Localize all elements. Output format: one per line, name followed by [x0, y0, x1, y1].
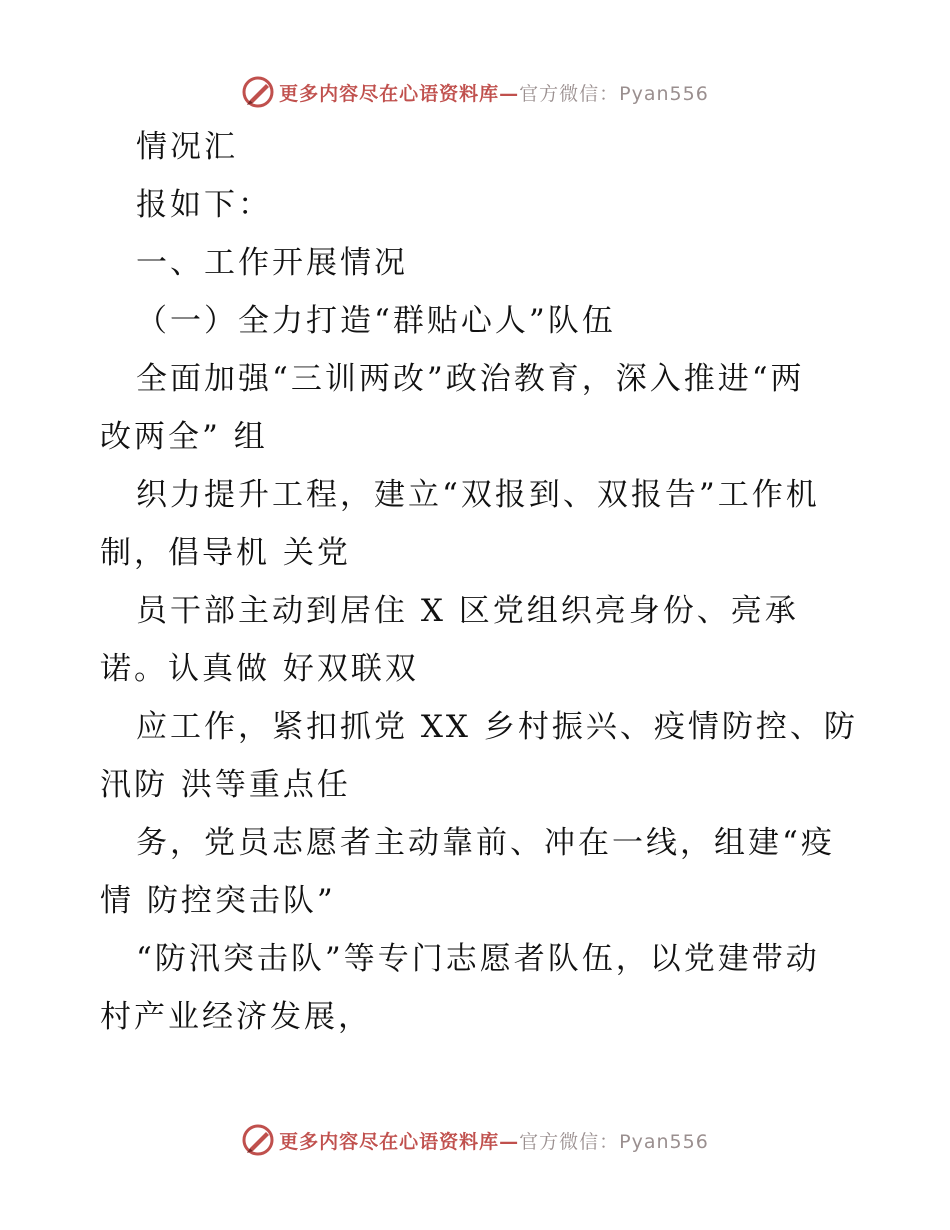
body-line: 诺。认真做 好双联双 — [100, 651, 419, 687]
body-line: 制，倡导机 关党 — [100, 535, 351, 571]
body-line: 汛防 洪等重点任 — [100, 767, 351, 803]
document-body — [100, 118, 860, 1046]
header-title: 更多内容尽在心语资料库 — [279, 82, 500, 105]
header-text — [279, 79, 709, 106]
body-line: 报如下： — [136, 187, 272, 223]
footer-title: 更多内容尽在心语资料库 — [279, 1130, 500, 1153]
pen-logo-icon — [241, 75, 275, 109]
body-line: “防汛突击队”等专门志愿者队伍，以党建带动 — [136, 941, 820, 977]
body-line: 情况汇 — [136, 129, 238, 165]
footer-watermark — [0, 1120, 950, 1160]
header-wechat: 官方微信：Pyan556 — [519, 82, 709, 105]
body-line: 全面加强“三训两改”政治教育，深入推进“两 — [136, 361, 805, 397]
body-line: 务，党员志愿者主动靠前、冲在一线，组建“疫 — [136, 825, 835, 861]
body-line: 员干部主动到居住 X 区党组织亮身份、亮承 — [136, 593, 799, 629]
header-dash: — — [499, 82, 520, 105]
header-watermark — [0, 72, 950, 112]
body-line: 织力提升工程，建立“双报到、双报告”工作机 — [136, 477, 820, 513]
subsection-heading: （一）全力打造“群贴心人”队伍 — [136, 303, 616, 339]
body-line: 情 防控突击队” — [100, 883, 336, 919]
footer-dash: — — [499, 1130, 520, 1153]
body-line: 应工作，紧扣抓党 XX 乡村振兴、疫情防控、防 — [136, 709, 858, 745]
footer-wechat: 官方微信：Pyan556 — [519, 1130, 709, 1153]
pen-logo-icon — [241, 1123, 275, 1157]
footer-text — [279, 1127, 709, 1154]
body-line: 改两全” 组 — [100, 419, 268, 455]
section-heading: 一、工作开展情况 — [136, 245, 408, 281]
body-line: 村产业经济发展， — [100, 999, 372, 1035]
